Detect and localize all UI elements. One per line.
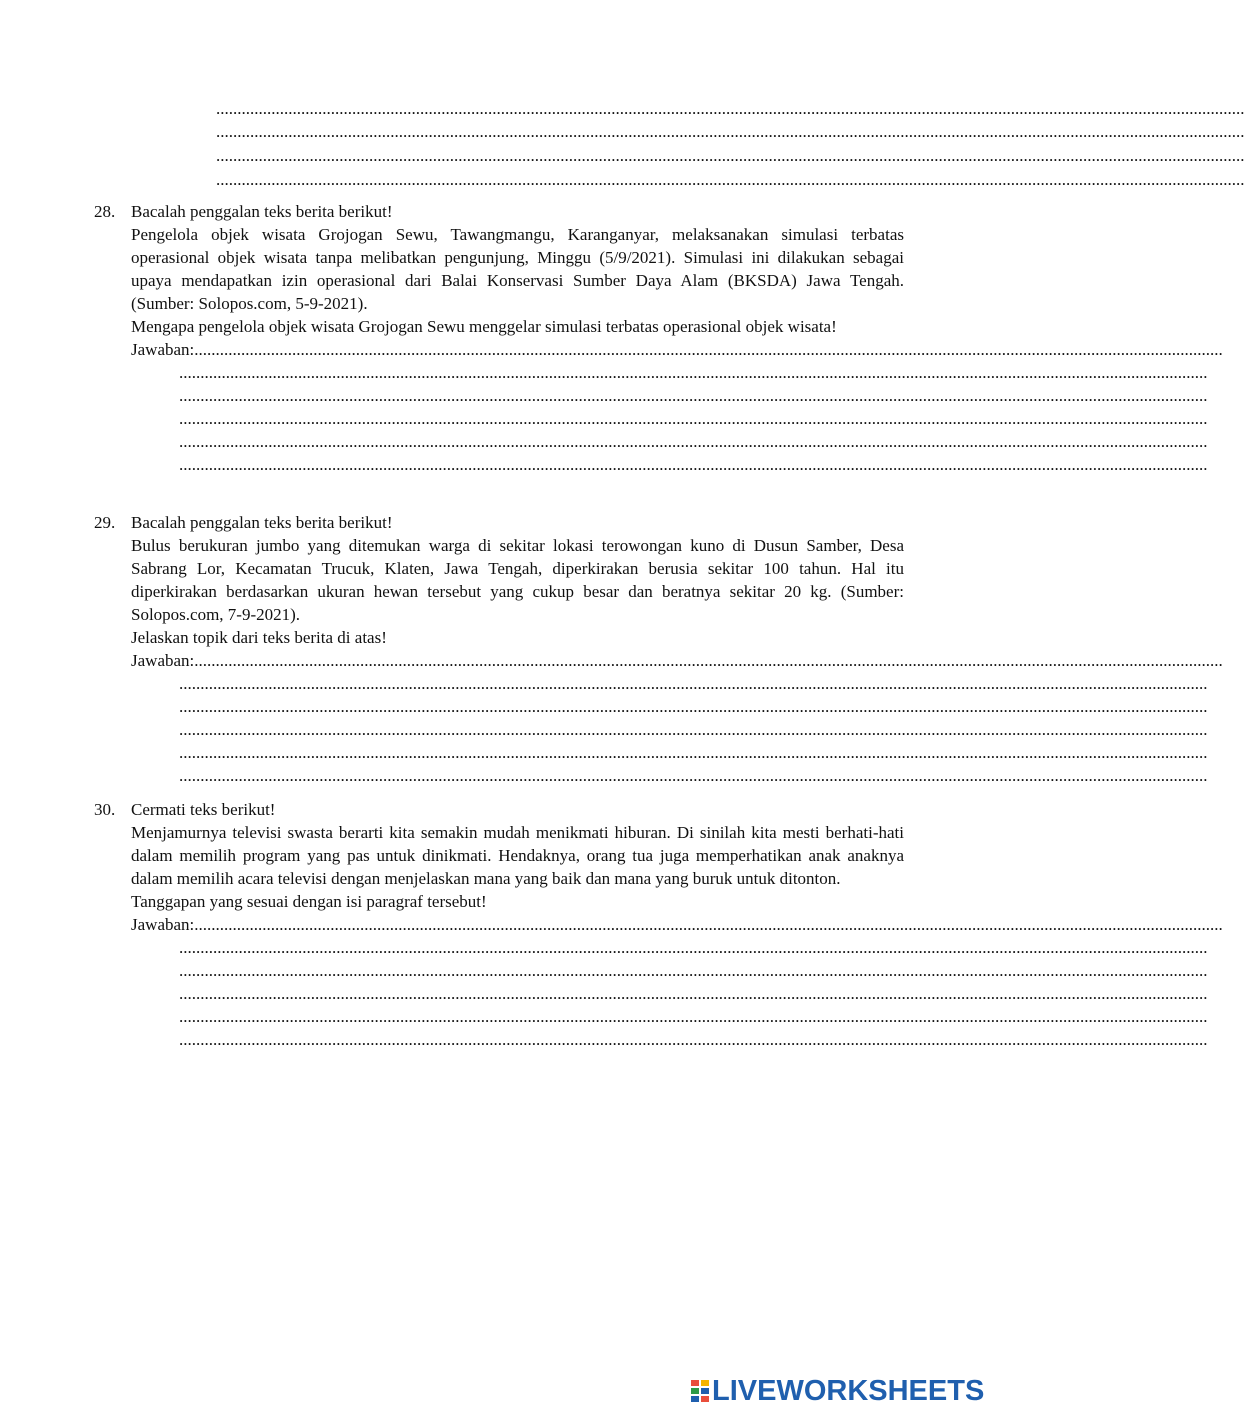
answer-line[interactable]: .................................................................................................................................................................................................................................................. [179,766,1208,785]
question-number: 28. [94,202,116,221]
text-passage: Menjamurnya televisi swasta berarti kita semakin mudah menikmati hiburan. Di sinilah kita mesti berhati-hati dalam memilih program yang pas untuk dinikmati. Hendaknya, orang tua juga memperhatikan anak anaknya dalam memilih acara televisi dengan menjelaskan mana yang baik dan mana yang buruk untuk ditonton. [131,823,904,888]
answer-lines [179,672,1208,787]
question-instruction: Bacalah penggalan teks berita berikut! [131,513,393,532]
answer-line[interactable]: .................................................................................................................................................................................................................................................. [216,99,1245,118]
news-passage: Pengelola objek wisata Grojogan Sewu, Tawangmangu, Karanganyar, melaksanakan simulasi terbatas operasional objek wisata tanpa melibatkan pengunjung, Minggu (5/9/2021). Simulasi ini dilakukan sebagai upaya mendapatkan izin operasional dari Balai Konservasi Sumber Daya Alam (BKSDA) Jawa Tengah. (Sumber: Solopos.com, 5-9-2021). [131,225,904,313]
answer-line[interactable]: .................................................................................................................................................................................................................................................. [179,720,1208,739]
question-instruction: Cermati teks berikut! [131,800,276,819]
liveworksheets-logo-text: LIVEWORKSHEETS [712,1374,985,1407]
answer-label: Jawaban: [131,915,195,934]
answer-line[interactable]: .................................................................................................................................................................................................................................................. [179,961,1208,980]
answer-line[interactable]: .................................................................................................................................................................................................................................................. [179,432,1208,451]
answer-line[interactable]: .................................................................................................................................................................................................................................................. [179,363,1208,382]
answer-line[interactable]: .................................................................................................................................................................................................................................................. [194,340,1223,359]
answer-line[interactable]: .................................................................................................................................................................................................................................................. [179,386,1208,405]
answer-first-row [131,913,1223,936]
liveworksheets-logo [690,1376,984,1406]
answer-line[interactable]: .................................................................................................................................................................................................................................................. [194,915,1223,934]
liveworksheets-logo-icon [690,1378,710,1404]
question-instruction: Bacalah penggalan teks berita berikut! [131,202,393,221]
news-passage: Bulus berukuran jumbo yang ditemukan warga di sekitar lokasi terowongan kuno di Dusun Samber, Desa Sabrang Lor, Kecamatan Trucuk, Klaten, Jawa Tengah, diperkirakan berusia sekitar 100 tahun. Hal itu diperkirakan berdasarkan ukuran hewan tersebut yang cukup besar dan beratnya sekitar 20 kg. (Sumber: Solopos.com, 7-9-2021). [131,536,904,624]
answer-label: Jawaban: [131,651,195,670]
answer-line[interactable]: .................................................................................................................................................................................................................................................. [179,938,1208,957]
question-number: 30. [94,800,116,819]
question-prompt: Jelaskan topik dari teks berita di atas! [131,628,387,647]
answer-line[interactable]: .................................................................................................................................................................................................................................................. [179,1030,1208,1049]
question-number: 29. [94,513,116,532]
answer-lines [179,361,1208,476]
answer-line[interactable]: .................................................................................................................................................................................................................................................. [179,409,1208,428]
answer-line[interactable]: .................................................................................................................................................................................................................................................. [179,984,1208,1003]
answer-line[interactable]: .................................................................................................................................................................................................................................................. [179,455,1208,474]
answer-line[interactable]: .................................................................................................................................................................................................................................................. [216,170,1245,189]
answer-first-row [131,649,1223,672]
answer-line[interactable]: .................................................................................................................................................................................................................................................. [179,1007,1208,1026]
answer-first-row [131,338,1223,361]
answer-line[interactable]: .................................................................................................................................................................................................................................................. [216,122,1245,141]
answer-line[interactable]: .................................................................................................................................................................................................................................................. [194,651,1223,670]
answer-line[interactable]: .................................................................................................................................................................................................................................................. [179,697,1208,716]
answer-line[interactable]: .................................................................................................................................................................................................................................................. [216,146,1245,165]
question-prompt: Tanggapan yang sesuai dengan isi paragraf tersebut! [131,892,487,911]
answer-line[interactable]: .................................................................................................................................................................................................................................................. [179,743,1208,762]
answer-label: Jawaban: [131,340,195,359]
question-prompt: Mengapa pengelola objek wisata Grojogan Sewu menggelar simulasi terbatas operasional objek wisata! [131,317,837,336]
answer-line[interactable]: .................................................................................................................................................................................................................................................. [179,674,1208,693]
answer-lines [179,936,1208,1051]
